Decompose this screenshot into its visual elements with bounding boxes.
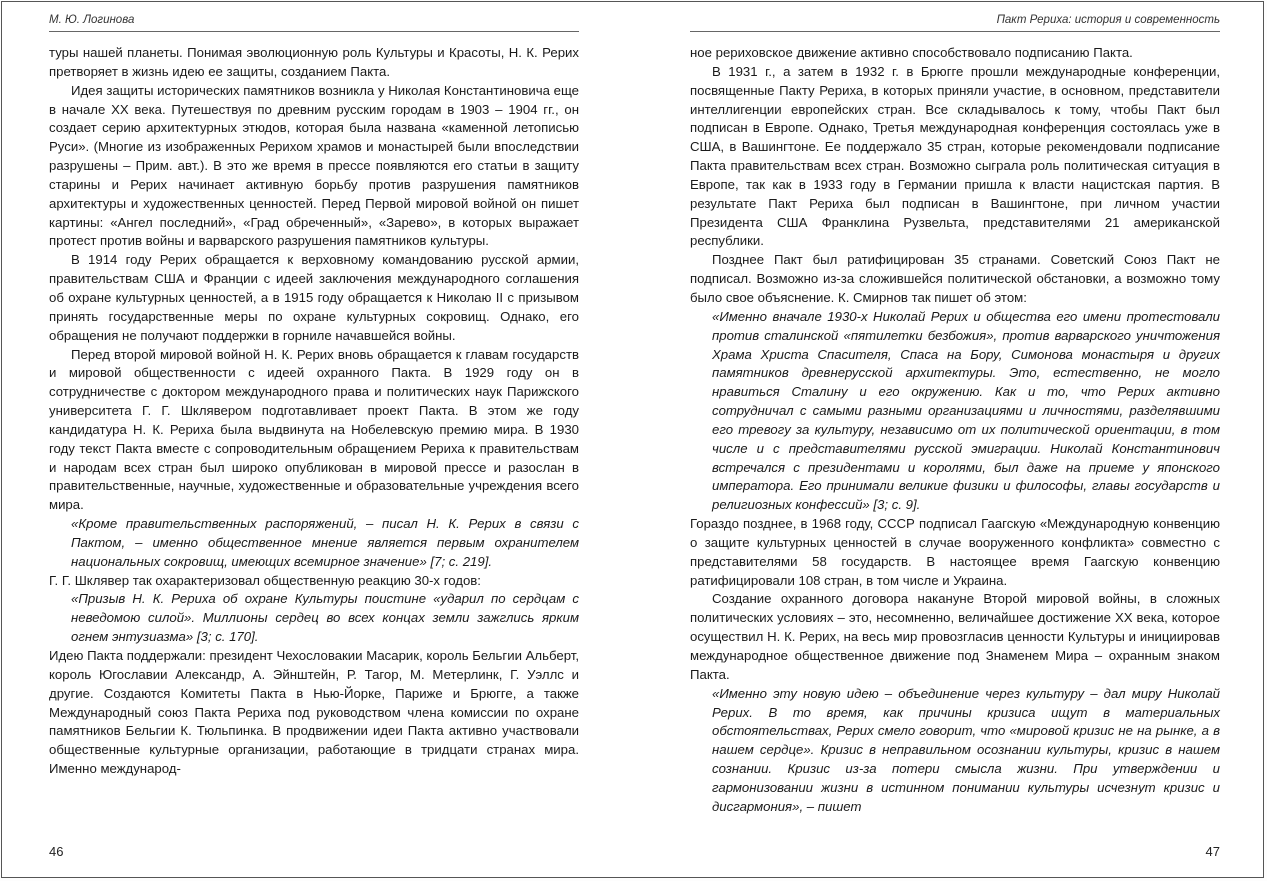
paragraph: В 1914 году Рерих обращается к верховному командованию русской армии, правительствам США и Франции с идеей заключения международного соглашения об охране культурных ценностей, а в 1915 году обращается к Николаю II с призывом принять государственные меры по охране культурных сокровищ. Однако, его обращения не получают поддержки в горниле начавшейся войны. [49, 252, 579, 343]
running-head-title: Пакт Рериха: история и современность [690, 14, 1220, 32]
paragraph: Идея защиты исторических памятников возникла у Николая Константиновича еще в начале XX века. Путешествуя по древним русским городам в 1903 – 1904 гг., он создает серию архитектурных этюдов, которая была названа «каменной летописью Руси». (Многие из изображенных Рерихом храмов и монастырей были впоследствии разрушены – Прим. авт.). В это же время в прессе появляются его статьи в защиту старины и Рерих начинает активную борьбу против разрушения памятников архитектуры и художественных ценностей. Перед Первой мировой войной он пишет картины: «Ангел последний», «Град обреченный», «Зарево», в которых выражает протест против войны и варварского разрушения памятников культуры. [49, 82, 579, 249]
paragraph: ное рериховское движение активно способствовало подписанию Пакта. [690, 45, 1133, 60]
paragraph: Идею Пакта поддержали: президент Чехословакии Масарик, король Бельгии Альберт, король Югославии Александр, А. Эйнштейн, Р. Тагор, М. Метерлинк, Г. Уэллс и другие. Создаются Комитеты Пакта в Нью-Йорке, Париже и Брюгге, а также Международный союз Пакта Рериха под руководством члена комиссии по охране памятников Бельгии К. Тюльпинка. В продвижении идеи Пакта активно участвовали общественные культурные организации, работающие в тридцати странах мира. Именно международ- [49, 648, 579, 777]
right-page-body [690, 44, 1220, 817]
paragraph: Гораздо позднее, в 1968 году, СССР подписал Гаагскую «Международную конвенцию о защите культурных ценностей в случае вооруженного конфликта» совместно с представителями 58 государств. В настоящее время Гаагскую конвенцию ратифицировали 108 стран, в том числе и Украина. [690, 516, 1220, 588]
running-head-author: М. Ю. Логинова [49, 14, 579, 32]
left-page-body [49, 44, 579, 779]
paragraph: Позднее Пакт был ратифицирован 35 странами. Советский Союз Пакт не подписал. Возможно из-за сложившейся политической обстановки, а возможно тому было свое объяснение. К. Смирнов так пишет об этом: [690, 252, 1220, 305]
quote-block: «Именно эту новую идею – объединение через культуру – дал миру Николай Рерих. В то время, как причины кризиса ищут в материальных обстоятельствах, Рерих смело говорит, что «мировой кризис не на рынке, а в нашем сердце». Кризис в неправильном осознании культуры, кризис в нашем сознании. Кризис из-за потери смысла жизни. При утверждении и гармонизовании жизни в истинном понимании культуры исчезнут кризис и дисгармония», – пишет [712, 685, 1220, 814]
page-number: 46 [49, 844, 64, 859]
book-spread [1, 1, 1264, 878]
quote-block: «Именно вначале 1930-х Николай Рерих и общества его имени протестовали против сталинской «пятилетки безбожия», против варварского уничтожения Храма Христа Спасителя, Спаса на Бору, Симонова монастыря и других памятников древнерусской архитектуры. Это, естественно, не могло нравиться Сталину и его окружению. Как и то, что Рерих активно сотрудничал с самыми разными организациями и личностями, разделявшими его тревогу за культуру, независимо от их политической ориентации, в том числе и с представителями русской эмиграции. Николай Константинович встречался с президентами и королями, был даже на приеме у японского императора. Его принимали великие физики и философы, главы государств и религиозных конфессий» [3; с. 9]. [712, 308, 1220, 513]
paragraph: Создание охранного договора накануне Второй мировой войны, в сложных политических условиях – это, несомненно, величайшее достижение XX века, которое осуществил Н. К. Рерих, на весь мир провозгласив ценности Культуры и инициировав международное общественное движение под Знаменем Мира – охранным знаком Пакта. [690, 591, 1220, 682]
paragraph: туры нашей планеты. Понимая эволюционную роль Культуры и Красоты, Н. К. Рерих претворяет в жизнь идею ее защиты, созданием Пакта. [49, 45, 579, 79]
quote-block: «Призыв Н. К. Рериха об охране Культуры поистине «ударил по сердцам с неведомою силой». Миллионы сердец во всех концах земли зажглись ярким огнем энтузиазма» [3; с. 170]. [71, 591, 579, 645]
paragraph: В 1931 г., а затем в 1932 г. в Брюгге прошли международные конференции, посвященные Пакту Рериха, в которых приняли участие, в основном, представители интеллигенции европейских стран. Все складывалось к тому, чтобы Пакт был подписан в Европе. Однако, Третья международная конференция состоялась уже в США, в Вашингтоне. Ее поддержало 35 стран, которые рекомендовали подписание Пакта правительствам всех стран. Возможно сыграла роль политическая ситуация в Европе, так как в 1933 году в Германии пришла к власти нацистская партия. В результате Пакт Рериха был подписан в Вашингтоне, при личном участии Президента США Франклина Рузвельта, представителями 21 американской республики. [690, 63, 1220, 249]
quote-block: «Кроме правительственных распоряжений, – писал Н. К. Рерих в связи с Пактом, – именно общественное мнение является первым охранителем национальных сокровищ, имеющих всемирное значение» [7; с. 219]. [71, 516, 579, 569]
right-page [690, 14, 1220, 859]
paragraph: Перед второй мировой войной Н. К. Рерих вновь обращается к главам государств и мировой общественности с идеей охранного Пакта. В 1929 году он в сотрудничестве с доктором международного права и политических наук Парижского университета Г. Г. Шклявером подготавливает проект Пакта. В этом же году кандидатура Н. К. Рериха была выдвинута на Нобелевскую премию мира. В 1930 году текст Пакта вместе с сопроводительным обращением Рериха к правительствам и народам всех стран был широко опубликован в мировой прессе и разослан в правительственные, научные, художественные и образовательные учреждения всего мира. [49, 346, 579, 513]
page-number: 47 [1205, 844, 1220, 859]
paragraph: Г. Г. Шклявер так охарактеризовал общественную реакцию 30-х годов: [49, 572, 481, 588]
left-page [49, 14, 579, 859]
